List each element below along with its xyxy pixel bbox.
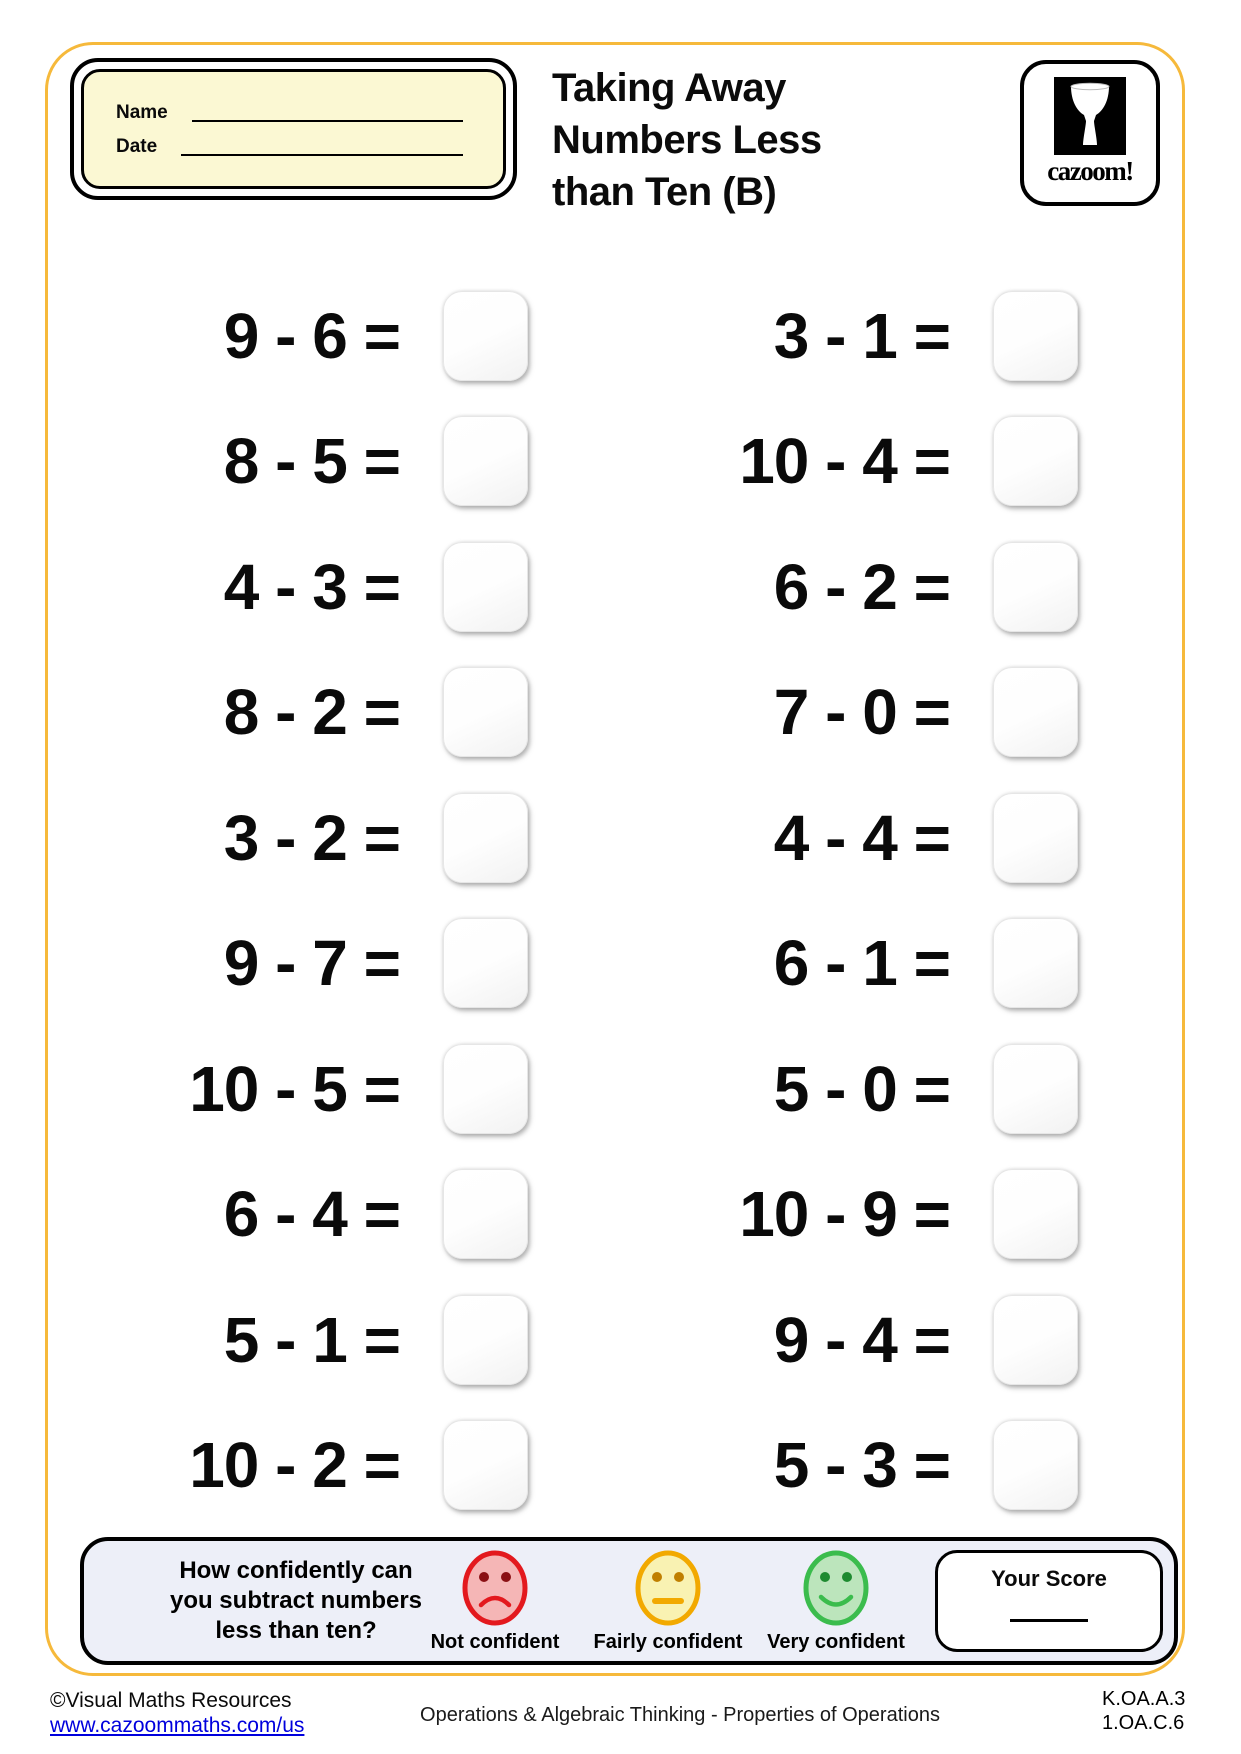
cazoom-logo xyxy=(1020,60,1160,206)
equation-text: 10 - 2 = xyxy=(189,1429,400,1502)
problem-row xyxy=(610,1152,1078,1278)
equation-text: 4 - 3 = xyxy=(223,550,400,623)
problem-row xyxy=(610,273,1078,399)
answer-box[interactable] xyxy=(993,416,1078,506)
answer-box[interactable] xyxy=(993,1044,1078,1134)
answer-box[interactable] xyxy=(443,1420,528,1510)
equation-text: 4 - 4 = xyxy=(773,801,950,874)
confidence-option-not-confident[interactable] xyxy=(405,1548,585,1654)
equation-text: 7 - 0 = xyxy=(773,676,950,749)
answer-box[interactable] xyxy=(993,291,1078,381)
answer-box[interactable] xyxy=(443,793,528,883)
problem-row xyxy=(610,650,1078,776)
equation-text: 10 - 5 = xyxy=(189,1052,400,1125)
answer-box[interactable] xyxy=(993,1169,1078,1259)
your-score-label: Your Score xyxy=(991,1566,1107,1591)
score-input-line[interactable] xyxy=(1010,1619,1088,1622)
equation-text: 9 - 6 = xyxy=(223,299,400,372)
page-title-line2: Numbers Less xyxy=(552,118,822,162)
page-title-line1: Taking Away xyxy=(552,66,786,110)
name-label: Name xyxy=(116,101,168,123)
neutral-face-icon xyxy=(632,1548,704,1628)
problem-row xyxy=(60,273,528,399)
problem-row xyxy=(60,1277,528,1403)
name-date-box xyxy=(70,58,517,200)
equation-text: 8 - 5 = xyxy=(223,425,400,498)
confidence-option-very-confident[interactable] xyxy=(746,1548,926,1654)
problem-row xyxy=(610,775,1078,901)
problems-column-left xyxy=(60,273,528,1528)
answer-box[interactable] xyxy=(443,1169,528,1259)
problem-row xyxy=(60,399,528,525)
equation-text: 10 - 4 = xyxy=(739,425,950,498)
equation-text: 10 - 9 = xyxy=(739,1178,950,1251)
equation-text: 3 - 2 = xyxy=(223,801,400,874)
answer-box[interactable] xyxy=(993,918,1078,1008)
drum-icon xyxy=(1054,77,1126,155)
date-label: Date xyxy=(116,135,158,157)
sad-face-icon xyxy=(459,1548,531,1628)
name-input-line[interactable] xyxy=(192,104,463,122)
equation-text: 3 - 1 = xyxy=(773,299,950,372)
name-field-row xyxy=(116,103,473,122)
problem-row xyxy=(60,524,528,650)
answer-box[interactable] xyxy=(443,667,528,757)
answer-box[interactable] xyxy=(443,1044,528,1134)
equation-text: 6 - 4 = xyxy=(223,1178,400,1251)
name-date-box-inner xyxy=(81,69,506,189)
equation-text: 5 - 1 = xyxy=(223,1303,400,1376)
logo-text: cazoom! xyxy=(1047,156,1133,186)
problem-row xyxy=(60,1403,528,1529)
confidence-bar xyxy=(80,1537,1178,1665)
equation-text: 6 - 1 = xyxy=(773,927,950,1000)
page-title-line3: than Ten (B) xyxy=(552,170,777,214)
date-input-line[interactable] xyxy=(181,138,463,156)
confidence-option-label: Not confident xyxy=(430,1631,560,1653)
website-link[interactable]: www.cazoommaths.com/us xyxy=(50,1714,305,1737)
equation-text: 5 - 0 = xyxy=(773,1052,950,1125)
problem-row xyxy=(610,399,1078,525)
confidence-option-label: Fairly confident xyxy=(593,1631,743,1653)
equation-text: 9 - 4 = xyxy=(773,1303,950,1376)
footer-standard-strand: Operations & Algebraic Thinking - Properties of Operations xyxy=(420,1704,940,1726)
answer-box[interactable] xyxy=(993,542,1078,632)
answer-box[interactable] xyxy=(443,1295,528,1385)
answer-box[interactable] xyxy=(443,918,528,1008)
answer-box[interactable] xyxy=(443,542,528,632)
problem-row xyxy=(60,650,528,776)
equation-text: 9 - 7 = xyxy=(223,927,400,1000)
copyright-text: ©Visual Maths Resources xyxy=(50,1689,292,1712)
problem-row xyxy=(610,1277,1078,1403)
problem-row xyxy=(60,775,528,901)
happy-face-icon xyxy=(800,1548,872,1628)
answer-box[interactable] xyxy=(443,416,528,506)
problem-row xyxy=(610,1026,1078,1152)
answer-box[interactable] xyxy=(993,793,1078,883)
equation-text: 5 - 3 = xyxy=(773,1429,950,1502)
confidence-option-fairly-confident[interactable] xyxy=(578,1548,758,1654)
standard-code-2: 1.OA.C.6 xyxy=(1102,1712,1185,1734)
page-title xyxy=(552,62,822,218)
problem-row xyxy=(610,1403,1078,1529)
footer-standard-codes xyxy=(1102,1687,1185,1735)
problem-row xyxy=(60,1026,528,1152)
answer-box[interactable] xyxy=(993,1420,1078,1510)
equation-text: 8 - 2 = xyxy=(223,676,400,749)
your-score-box xyxy=(935,1550,1163,1652)
equation-text: 6 - 2 = xyxy=(773,550,950,623)
problem-row xyxy=(610,524,1078,650)
date-field-row xyxy=(116,137,473,156)
confidence-option-label: Very confident xyxy=(767,1631,905,1653)
answer-box[interactable] xyxy=(443,291,528,381)
confidence-question-line3: less than ten? xyxy=(215,1617,377,1644)
answer-box[interactable] xyxy=(993,1295,1078,1385)
problem-row xyxy=(610,901,1078,1027)
standard-code-1: K.OA.A.3 xyxy=(1102,1688,1186,1710)
confidence-question-line2: you subtract numbers xyxy=(169,1587,423,1614)
footer-left xyxy=(50,1688,304,1738)
answer-box[interactable] xyxy=(993,667,1078,757)
problem-row xyxy=(60,901,528,1027)
confidence-question-line1: How confidently can xyxy=(179,1557,413,1584)
problem-row xyxy=(60,1152,528,1278)
problems-column-right xyxy=(610,273,1078,1528)
